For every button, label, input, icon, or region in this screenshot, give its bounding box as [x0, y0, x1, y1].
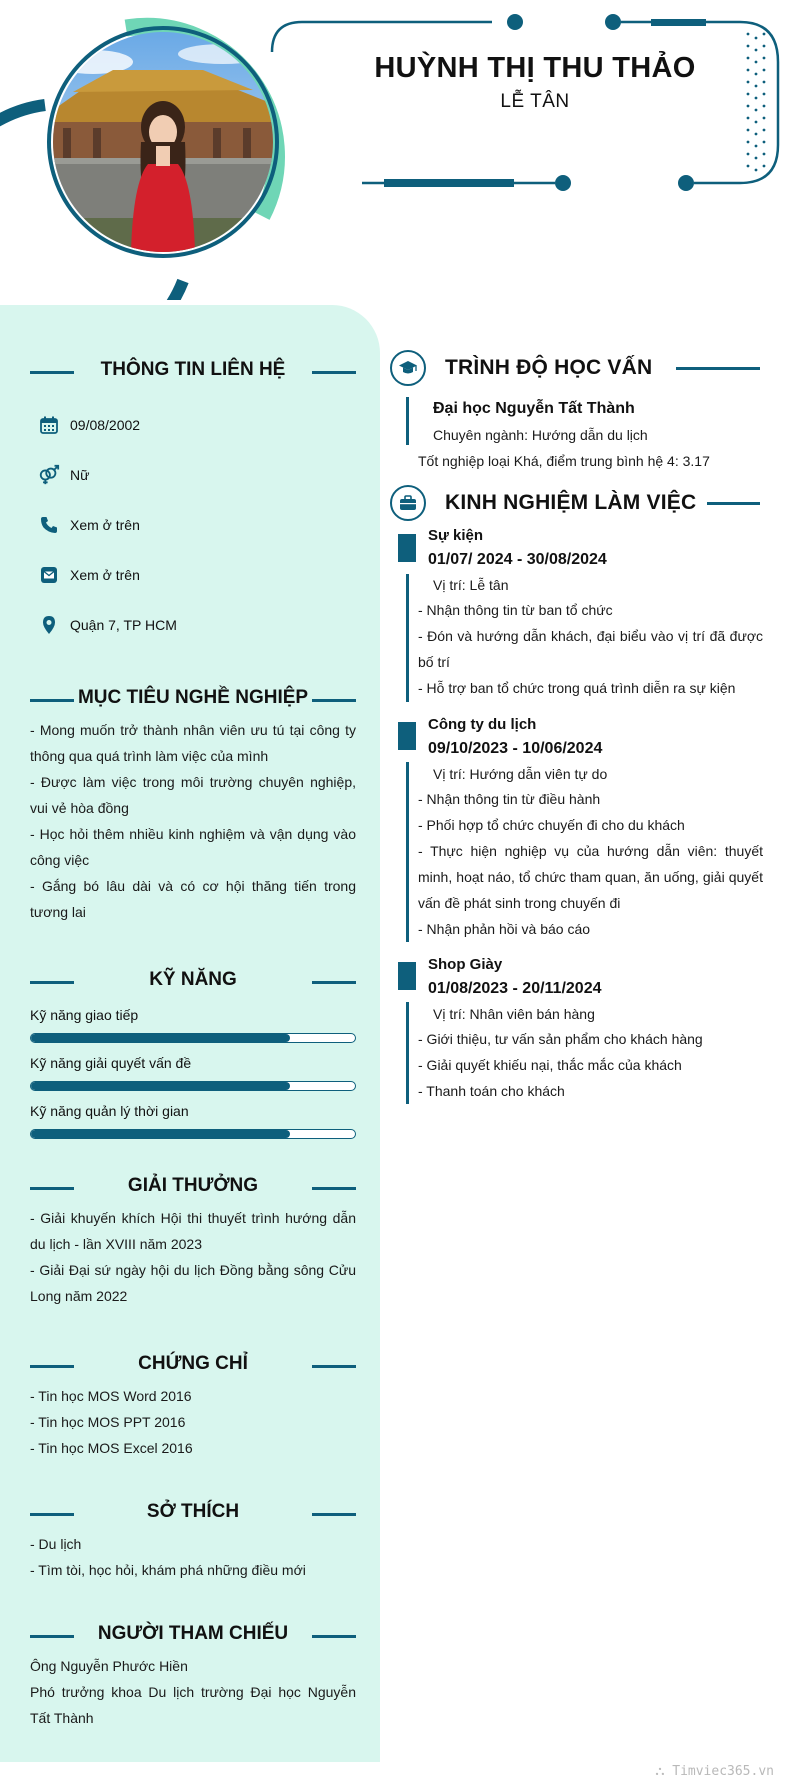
certificates-section-title: CHỨNG CHỈ: [138, 1353, 248, 1374]
job-task: - Phối hợp tổ chức chuyến đi cho du khách: [418, 817, 685, 833]
objective-line: - Mong muốn trở thành nhân viên ưu tú tại công ty thông qua quá trình làm việc của mình: [30, 722, 356, 764]
job-tasks: [418, 786, 763, 942]
job-marker: [398, 962, 416, 990]
job-position: Vị trí: Hướng dẫn viên tự do: [433, 766, 608, 782]
gender-icon: [38, 464, 60, 486]
award-line: - Giải khuyến khích Hội thi thuyết trình hướng dẫn du lịch - lần XVIII năm 2023: [30, 1210, 356, 1252]
job-period: 01/07/ 2024 - 30/08/2024: [428, 551, 607, 568]
references-section-title: NGƯỜI THAM CHIẾU: [97, 1623, 289, 1644]
awards-section-title: GIẢI THƯỞNG: [127, 1175, 259, 1196]
dot-pattern: [747, 33, 766, 172]
skill-bar: [30, 1081, 356, 1091]
objective-list: [30, 717, 356, 925]
left-column: [0, 305, 380, 1762]
job-timeline-line: [406, 762, 409, 942]
hobbies-list: [30, 1531, 356, 1583]
email-icon: [38, 564, 60, 586]
contact-email: [38, 563, 140, 587]
certificate-line: - Tin học MOS PPT 2016: [30, 1414, 186, 1430]
experience-section-title: KINH NGHIỆM LÀM VIỆC: [445, 491, 697, 514]
email-text: Xem ở trên: [70, 567, 140, 583]
job-position: Vị trí: Lễ tân: [433, 577, 509, 593]
birthdate-text: 09/08/2002: [70, 417, 141, 433]
job-position: Vị trí: Nhân viên bán hàng: [433, 1006, 595, 1022]
contact-birthdate: [38, 413, 140, 437]
job-company: Công ty du lịch: [428, 716, 537, 733]
awards-list: [30, 1205, 356, 1309]
education-result: Tốt nghiệp loại Khá, điểm trung bình hệ 4: 3.17: [418, 453, 710, 469]
location-pin-icon: [38, 614, 60, 636]
references-list: [30, 1653, 356, 1731]
job-period: 09/10/2023 - 10/06/2024: [428, 740, 603, 757]
job-task: - Thực hiện nghiệp vụ của hướng dẫn viên: thuyết minh, hoạt náo, tổ chức tham quan, ăn uống, giải quyết vấn đề phát sinh trong chuyến đi: [418, 843, 763, 911]
job-task: - Nhận thông tin từ điều hành: [418, 791, 601, 807]
awards-section-header: [30, 1173, 356, 1203]
objective-section-title: MỤC TIÊU NGHỀ NGHIỆP: [77, 687, 309, 708]
certificate-line: - Tin học MOS Excel 2016: [30, 1440, 193, 1456]
contact-phone: [38, 513, 140, 537]
briefcase-icon: [390, 485, 426, 521]
experience-section-header: [390, 485, 760, 525]
education-timeline-line: [406, 397, 409, 445]
objective-section-header: [30, 685, 356, 715]
job-task: - Hỗ trợ ban tổ chức trong quá trình diễn ra sự kiện: [418, 680, 736, 696]
skill-bar-fill: [31, 1034, 290, 1042]
certificate-line: - Tin học MOS Word 2016: [30, 1388, 192, 1404]
hobby-line: - Tìm tòi, học hỏi, khám phá những điều mới: [30, 1562, 306, 1578]
job-task: - Nhận thông tin từ ban tổ chức: [418, 602, 613, 618]
graduation-cap-icon: [390, 350, 426, 386]
education-section-title: TRÌNH ĐỘ HỌC VẤN: [445, 356, 653, 379]
skill-bar-fill: [31, 1082, 290, 1090]
education-school: Đại học Nguyễn Tất Thành: [433, 400, 635, 417]
job-marker: [398, 722, 416, 750]
phone-text: Xem ở trên: [70, 517, 140, 533]
objective-line: - Được làm việc trong môi trường chuyên nghiệp, vui vẻ hòa đồng: [30, 774, 356, 816]
contact-address: [38, 613, 177, 637]
skill-item: [30, 1007, 356, 1043]
calendar-icon: [38, 414, 60, 436]
cv-header: [0, 0, 800, 305]
address-text: Quận 7, TP HCM: [70, 617, 177, 633]
skill-item: [30, 1103, 356, 1139]
job-timeline-line: [406, 1002, 409, 1104]
contact-section-title: THÔNG TIN LIÊN HỆ: [100, 359, 286, 380]
skill-bar-fill: [31, 1130, 290, 1138]
objective-line: - Gắng bó lâu dài và có cơ hội thăng tiến trong tương lai: [30, 878, 356, 920]
job-task: - Thanh toán cho khách: [418, 1083, 565, 1099]
education-section-header: [390, 350, 760, 390]
job-task: - Đón và hướng dẫn khách, đại biểu vào vị trí đã được bố trí: [418, 628, 763, 670]
reference-line: Phó trưởng khoa Du lịch trường Đại học Nguyễn Tất Thành: [30, 1684, 356, 1726]
education-major: Chuyên ngành: Hướng dẫn du lịch: [433, 427, 648, 443]
skill-item: [30, 1055, 356, 1091]
job-task: - Giải quyết khiếu nại, thắc mắc của khách: [418, 1057, 682, 1073]
objective-line: - Học hỏi thêm nhiều kinh nghiệm và vận dụng vào công việc: [30, 826, 356, 868]
candidate-job-title: LỄ TÂN: [500, 91, 570, 112]
job-tasks: [418, 1026, 763, 1104]
skills-section-header: [30, 967, 356, 997]
watermark: ⛬ Timviec365.vn: [655, 1764, 774, 1779]
job-tasks: [418, 597, 763, 701]
reference-line: Ông Nguyễn Phước Hiền: [30, 1658, 188, 1674]
job-company: Shop Giày: [428, 956, 503, 973]
profile-photo: [53, 32, 273, 252]
phone-icon: [38, 514, 60, 536]
job-task: - Nhận phản hồi và báo cáo: [418, 921, 591, 937]
hobbies-section-header: [30, 1499, 356, 1529]
gender-text: Nữ: [70, 467, 90, 483]
certificates-list: [30, 1383, 356, 1461]
skill-bar: [30, 1033, 356, 1043]
hobbies-section-title: SỞ THÍCH: [146, 1501, 240, 1522]
job-period: 01/08/2023 - 20/11/2024: [428, 980, 602, 997]
skills-section-title: KỸ NĂNG: [149, 969, 237, 990]
job-task: - Giới thiệu, tư vấn sản phẩm cho khách hàng: [418, 1031, 703, 1047]
contact-section-header: [30, 357, 356, 387]
certificates-section-header: [30, 1351, 356, 1381]
references-section-header: [30, 1621, 356, 1651]
candidate-name: HUỲNH THỊ THU THẢO: [374, 52, 696, 84]
job-timeline-line: [406, 574, 409, 702]
job-company: Sự kiện: [428, 527, 484, 544]
skill-label: Kỹ năng quản lý thời gian: [30, 1103, 189, 1119]
skill-label: Kỹ năng giải quyết vấn đề: [30, 1055, 192, 1071]
contact-gender: [38, 463, 89, 487]
skill-label: Kỹ năng giao tiếp: [30, 1007, 139, 1023]
hobby-line: - Du lịch: [30, 1536, 82, 1552]
skill-bar: [30, 1129, 356, 1139]
award-line: - Giải Đại sứ ngày hội du lịch Đồng bằng sông Cửu Long năm 2022: [30, 1262, 356, 1304]
job-marker: [398, 534, 416, 562]
